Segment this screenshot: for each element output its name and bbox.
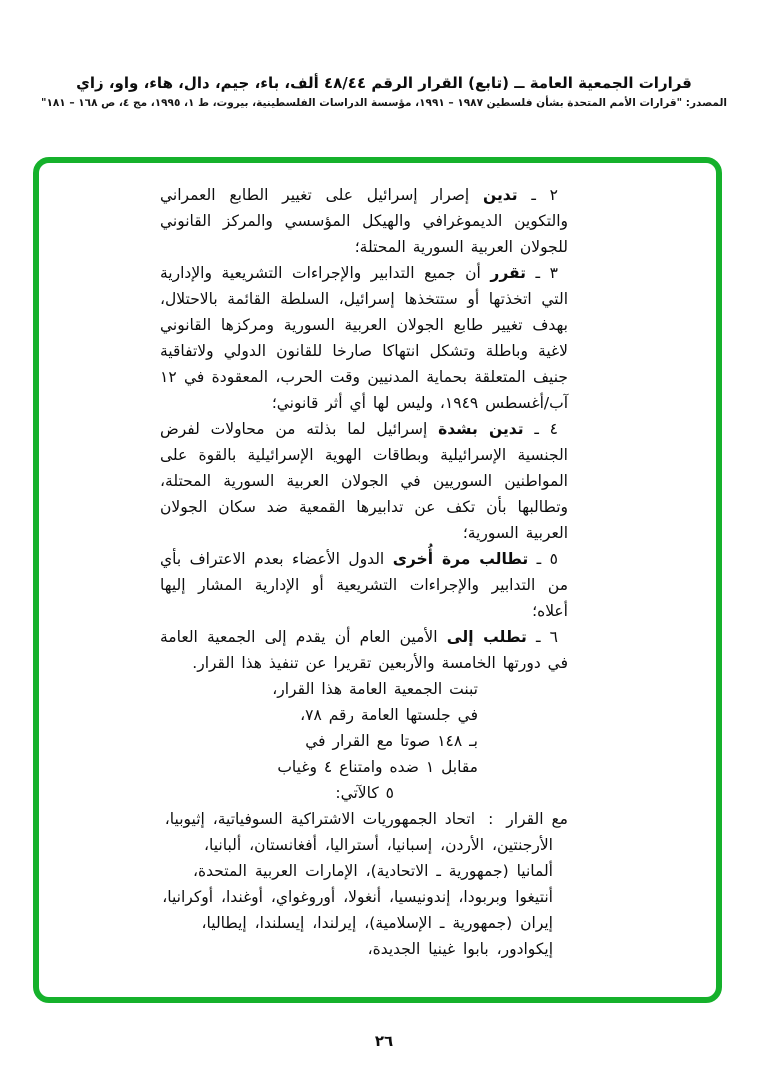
adoption-line: مقابل ١ ضده وامتناع ٤ وغياب bbox=[277, 758, 478, 776]
source-citation: المصدر: "قرارات الأمم المتحدة بشأن فلسطين ١٩٨٧ – ١٩٩١، مؤسسة الدراسات الفلسطينية، بيروت، ط ١، ١٩٩٥، مج ٤، ص ١٦٨ – ١٨١" bbox=[40, 97, 728, 109]
adoption-block bbox=[160, 676, 478, 806]
resolution-paragraph-3 bbox=[160, 260, 568, 416]
page-number: ٢٦ bbox=[374, 1032, 394, 1050]
resolution-paragraph-2 bbox=[160, 182, 568, 260]
vote-colon: : bbox=[488, 810, 494, 828]
paragraph-number: ٣ ـ bbox=[525, 264, 558, 282]
vote-label: مع القرار bbox=[506, 810, 568, 828]
paragraph-text: أن جميع التدابير والإجراءات التشريعية والإدارية التي اتخذتها أو ستتخذها إسرائيل، السلطة القائمة بالاحتلال، بهدف تغيير طابع الجولان العربية السورية ومركزها القانوني لاغية وباطلة وتشكل انتهاكا صارخا للقانون الدولي ولاتفاقية جنيف المتعلقة بحماية المدنيين وقت الحرب، المعقودة في ١٢ آب/أغسطس ١٩٤٩، وليس لها أي أثر قانوني؛ bbox=[160, 264, 568, 412]
paragraph-number: ٤ ـ bbox=[523, 420, 558, 438]
paragraph-text: إصرار إسرائيل على تغيير الطابع العمراني والتكوين الديموغرافي والهيكل المؤسسي والمركز القانوني للجولان العربية السورية المحتلة؛ bbox=[160, 186, 568, 256]
adoption-line: في جلستها العامة رقم ٧٨، bbox=[300, 706, 478, 724]
paragraph-number: ٥ ـ bbox=[528, 550, 558, 568]
resolution-body bbox=[160, 182, 568, 962]
adoption-line: بـ ١٤٨ صوتا مع القرار في bbox=[305, 732, 478, 750]
vote-countries-list: اتحاد الجمهوريات الاشتراكية السوفياتية، إثيوبيا، الأرجنتين، الأردن، إسبانيا، أستراليا، أفغانستان، ألبانيا، ألمانيا (جمهورية ـ الاتحادية)، الإمارات العربية المتحدة، أنتيغوا وبربودا، إندونيسيا، أنغولا، أوروغواي، أوغندا، أوكرانيا، إيران (جمهورية ـ الإسلامية)، إيرلندا، إيسلندا، إيطاليا، إيكوادور، بابوا غينيا الجديدة، bbox=[162, 810, 553, 958]
adoption-line: تبنت الجمعية العامة هذا القرار، bbox=[272, 680, 478, 698]
operative-verb: تطالب مرة أُخرى bbox=[392, 550, 529, 568]
page-title: قرارات الجمعية العامة ــ (تابع) القرار الرقم ٤٨/٤٤ ألف، باء، جيم، دال، هاء، واو، زاي bbox=[76, 74, 692, 92]
resolution-paragraph-5 bbox=[160, 546, 568, 624]
page-header bbox=[0, 74, 768, 109]
operative-verb: تدين بشدة bbox=[438, 420, 524, 438]
operative-verb: تدين bbox=[483, 186, 518, 204]
paragraph-text: إسرائيل لما بذلته من محاولات لفرض الجنسية الإسرائيلية وبطاقات الهوية الإسرائيلية بالقوة على المواطنين السوريين في الجولان العربية السورية المحتلة، وتطالبها بأن تكف عن تدابيرها القمعية ضد سكان الجولان العربية السورية؛ bbox=[160, 420, 568, 542]
resolution-paragraph-4 bbox=[160, 416, 568, 546]
paragraph-text: الدول الأعضاء بعدم الاعتراف بأي من التدابير والإجراءات التشريعية أو الإدارية المشار إليها أعلاه؛ bbox=[160, 550, 568, 620]
paragraph-number: ٢ ـ bbox=[517, 186, 558, 204]
vote-block bbox=[160, 806, 568, 962]
resolution-paragraph-6 bbox=[160, 624, 568, 676]
paragraph-text: الأمين العام أن يقدم إلى الجمعية العامة في دورتها الخامسة والأربعين تقريرا عن تنفيذ هذا القرار. bbox=[160, 628, 568, 672]
adoption-line: ٥ كالآتي: bbox=[335, 784, 394, 802]
operative-verb: تطلب إلى bbox=[446, 628, 527, 646]
paragraph-number: ٦ ـ bbox=[526, 628, 558, 646]
operative-verb: تقرر bbox=[490, 264, 526, 282]
